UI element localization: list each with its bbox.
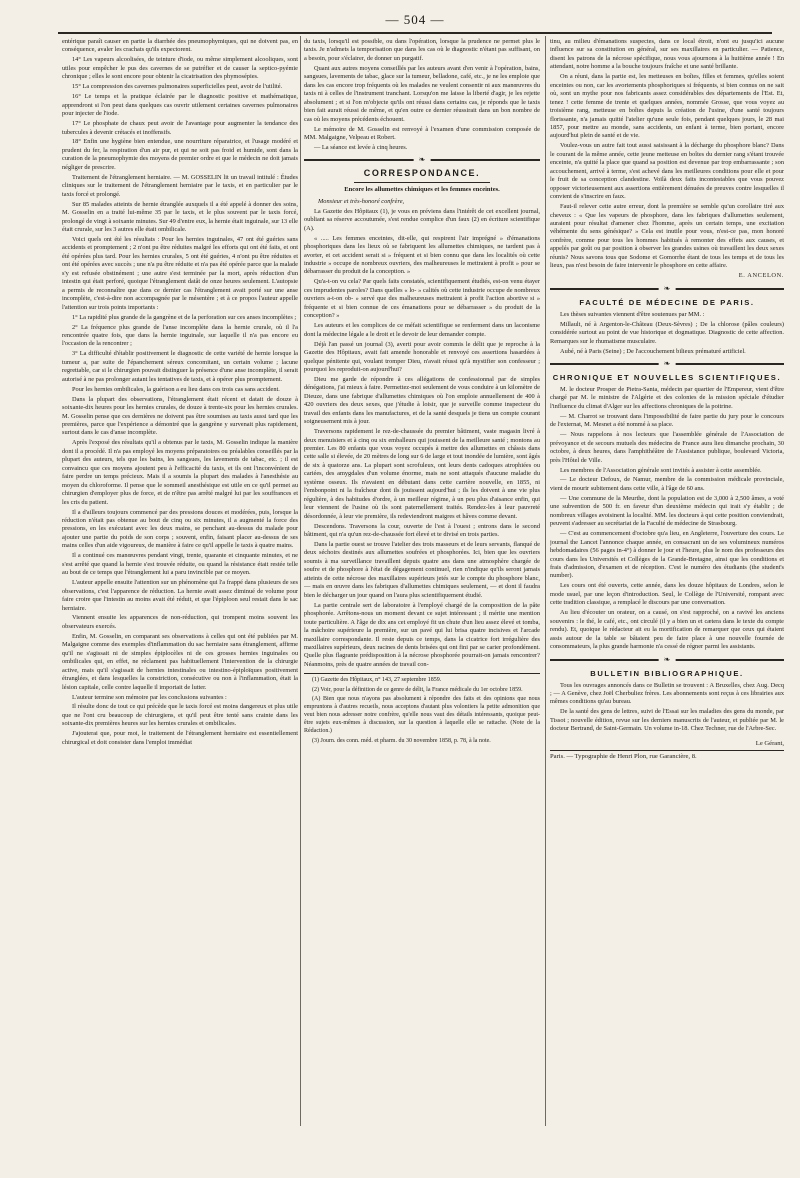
paragraph: Tous les ouvrages annoncés dans ce Bulletin se trouvent : A Bruxelles, chez Aug. Decq ; — A Genève, chez Joël Cherbuliez frères. Les abonnements sont reçus à ces librairies aux mêmes conditions qu'au bureau. (550, 681, 784, 706)
paragraph: Descendons. Traversons la cour, ouverte de l'est à l'ouest ; entrons dans le second bâtiment, qui n'a qu'un rez-de-chaussée fort élevé et te divisé en trois parties. (304, 522, 540, 539)
paragraph: (2) Voir, pour la définition de ce genre de délit, la France médicale du 1er octobre 1859. (312, 686, 523, 693)
correspondence-continued (550, 38, 784, 281)
paragraph: L'auteur appelle ensuite l'attention sur un phénomène qui l'a frappé dans plusieurs de ses observations, c'est l'apparence de réduction. La hernie avait assez diminué de volume pour faire croire que l'intestin au moins avait été réduit, et que l'épiploon seul restait dans le sac herniaire. (62, 579, 298, 612)
paragraph: Enfin, M. Gosselin, en comparant ses observations à celles qui ont été publiées par M. Malgaigne comme des exemples d'inflammation du sac herniaire sans étranglement, affirme qu'il ne s'agissait ni de simples épiplocèles ni de ces grosses hernies inguinales ou ombilicales qui, en effet, ne réclament pas habituellement l'intervention de la chirurgie active, mais qu'il s'agissait de hernies intestinales ou intestino-épiploïques positivement étranglées, et dans lesquelles la constriction, consécutive ou non à l'inflammation, était la lésion capitale, celle contre laquelle il importait de lutter. (62, 632, 298, 691)
paragraph: tinu, au milieu d'émanations suspectes, dans ce local étroit, n'ont eu jusqu'ici aucune influence sur sa constitution en général, sur ses maxillaires en particulier. — Patience, disent les patrons de la nécrose spécifique, nous vous ajournons à la huitième année ! En attendant, notre homme a la bouche toujours fraîche et une santé brillante. (550, 38, 784, 71)
section-ornament: ❧ (550, 285, 784, 293)
column-middle (304, 38, 540, 1123)
paragraph: — Le docteur Defoux, de Namur, membre de la commission médicale provinciale, vient de mourir subitement dans cette ville, à l'âge de 60 ans. (550, 476, 784, 492)
paragraph: Il a d'ailleurs toujours commencé par des pressions douces et modérées, puis, lorsque la réduction n'était pas obtenue au bout de cinq ou six minutes, il a augmenté la force des pressions, en les exécutant avec les deux mains, se penchant au-dessus du malade pour ajouter une partie du poids de son corps ; souvent, enfin, faisant placer au-dessus de ses mains celles d'un aide vigoureux, de manière à faire ce qu'il appelle le taxis à quatre mains. (62, 508, 298, 550)
paragraph: Voulez-vous un autre fait tout aussi saisissant à la décharge du phosphore blanc? Dans le courant de la même année, cette jeune metteuse en boîtes du dernier rang s'étant trouvée enceinte, n'a quitté la place que quand sa position est devenue par trop embarrassante ; son accouchement, arrivé à terme, s'est achevé dans les meilleures conditions pour elle et pour le fruit de sa conception clandestine. Voilà deux faits incontestables que vous pouvez opposer victorieusement aux assertions entièrement dénuées de preuves contre lesquelles il convient de s'inscrire en faux. (550, 142, 784, 201)
paragraph: (1) Gazette des Hôpitaux, n° 143, 27 septembre 1859. (312, 677, 442, 684)
paragraph: — La séance est levée à cinq heures. (314, 143, 408, 151)
paragraph: M. le docteur Prosper de Pietra-Santa, médecin par quartier de l'Empereur, vient d'être chargé par M. le ministre de l'Algérie et des colonies de la mission spéciale d'étudier l'influence du climat d'Alger sur les affections chroniques de la poitrine. (550, 385, 784, 410)
section-ornament: ❧ (304, 156, 540, 164)
paragraph: Traversons rapidement le rez-de-chaussée du premier bâtiment, vaste magasin livré à deux menuisiers et à cinq ou six emballeurs qui jouissent de la meilleure santé ; montons au premier. Les 80 enfants que vous voyez occupés à mettre des allumettes en châssis dans cette salle si élevée, de 20 mètres de long sur 6 de large et tout inondée de lumière, sont âgés de six à quatorze ans. La plupart sont scrofuleux, ont leurs dents cadoques atrophiées ou cariées, des amygdales d'un volume énorme, mais ne sont attaqués d'aucune maladie du système osseux. Ils n'avaient en débutant dans cette carrière nouvelle, en 1855, ni l'embonpoint ni la fraîcheur dont ils jouissent aujourd'hui ; ils les doivent à une vie plus régulière, à des habitudes d'ordre, à un meilleur régime, à un peu plus d'aisance enfin, qui leur viennent de l'usine où ils sont paternellement traités. Rendez-les à leur pauvreté désordonnée, à leur vie première, ils redeviendront maigres et hâves comme devant. (304, 428, 540, 520)
paragraph: 3° La difficulté d'établir positivement le diagnostic de cette variété de hernie lorsque la tumeur a, par suite de l'épanchement séreux concomitant, un certain volume ; lacune regrettable, car si le chirurgien pouvait distinguer la présence d'une anse incomplète, il serait autorisé à ne pas prolonger autant les tentatives de taxis, et à opérer plus promptement. (62, 350, 298, 383)
correspondence-title: CORRESPONDANCE. (363, 168, 481, 179)
paragraph: Les membres de l'Association générale sont invités à assister à cette assemblée. (560, 466, 762, 474)
footnotes (304, 673, 540, 745)
paragraph: Dieu me garde de répondre à ces allégations de confessionnal par de simples dénégations, j'ai mieux à faire. Permettez-moi seulement de vous conduire à un kilomètre de Dieuze, dans une fabrique d'allumettes chimiques où l'on emploie annuellement de 400 à 420 ouvriers des deux sexes, que j'étudie à loisir, que je surveille comme inspecteur du travail des enfants dans les manufactures, et de la santé desquels je tiens un compte courant soigneusement mis à jour. (304, 375, 540, 426)
footer-rule (550, 750, 784, 751)
paragraph: 1° La rapidité plus grande de la gangrène et de la perforation sur ces anses incomplètes ; (72, 313, 297, 321)
paragraph: 15° La compression des cavernes pulmonaires superficielles peut, avoir de l'utilité. (72, 83, 283, 91)
faculty-title: FACULTÉ DE MÉDECINE DE PARIS. (579, 297, 755, 307)
paragraph: Faut-il relever cette autre erreur, dont la première se semble qu'un corollaire tiré aux cheveux : « Que les vapeurs de phosphore, dans les fabriques d'allumettes seulement, auraient pour résultat d'amener chez l'homme, après un certain temps, une excitation véhémente du sens génésique? » Cela est inutile pour vous, n'est-ce pas, mon honoré confrère, comme pour tous les hommes habitués à remonter des effets aux causes, et appelés par goût ou par position à observer les grandes usines où travaillent les deux sexes réunis? Nous savons tous que Sodome et Gomorrhe étant de tous les temps et de tous les lieux, pas n'est besoin de faire intervenir le phosphore en cette affaire. (550, 203, 784, 270)
paragraph: La partie centrale sert de laboratoire à l'employé chargé de la composition de la pâte phosphorée. Arrêtons-nous un moment devant ce sujet intéressant ; il mérite une mention toute particulière. A l'âge de dix ans cet employé fit un chute d'un lieu assez élevé et tomba, la mâchoire supérieure la première, sur un pavé qui lui brisa quatre incisives et l'arcade maxillaire correspondante. Il reste depuis ce temps, dans la cicatrice fort irrégulière des maxillaires supérieurs, deux racines de dents brisées qui ont fini par se carier profondément. Quelle plus flagrante prédisposition à la nécrose phosphorée pourrait-on jamais rencontrer? Néanmoins, près de quatre années de travail con- (304, 601, 540, 668)
paragraph: Dans la plupart des observations, l'étranglement était récent et datait de douze à soixante-dix heures pour les hernies crurales, de douze à trente-six pour les hernies crurales. M. Gosselin pense que ces dernières ne doivent pas être soumises au taxis aussi tard que les premières, parce que l'expérience a démontré que la gangrène y survenait plus rapidement, surtout dans le cas d'anse incomplète. (62, 395, 298, 437)
paragraph: Quant aux autres moyens conseillés par les auteurs avant d'en venir à l'opération, bains, sangsues, lavements de tabac, glace sur la tumeur, belladone, café, etc., je ne les emploie que dans les cas encore trop fréquents où les malades ne veulent consentir ni aux manœuvres du taxis ni à celles de l'instrument tranchant. Lorsqu'on me laisse la liberté d'agir, je les rejette absolument ; et si l'on m'objecte qu'ils ont réussi dans certains cas, je réponds que le taxis bien fait aurait réussi de même, et qu'en outre ce dernier réussirait dans un bon nombre de cas où les moyens précédents échouent. (304, 64, 540, 123)
paragraph: Aubé, né à Paris (Seine) ; De l'accouchement bilieux prématuré artificiel. (560, 347, 746, 355)
paragraph: Après l'exposé des résultats qu'il a obtenus par le taxis, M. Gosselin indique la manière dont il a procédé. Il n'a pas employé les moyens préparatoires ou préalables conseillés par la plupart des auteurs, tels que les bains, les sangsues, les lavements de tabac, etc. ; il est convaincu que ces moyens ajoutent peu à l'efficacité du taxis, et ils ont l'inconvénient de faire perdre un temps précieux. Mais il a soumis la plupart des malades à l'anesthésie au moyen du chloroforme. Il pense que le sommeil anesthésique est utile en ce qu'il permet au chirurgien d'employer plus de force, et de n'être pas arrêté malgré lui par les souffrances et les cris du patient. (62, 439, 298, 506)
paragraph: Viennent ensuite les apparences de non-réduction, qui trompent moins souvent les observateurs exercés. (62, 614, 298, 630)
section-ornament: ❧ (550, 656, 784, 664)
paragraph: On a réuni, dans la partie est, les metteuses en boîtes, filles et femmes, qu'elles soient enceintes ou non, car les avortements phosphoriques si fréquents, si bien connus on ne sait où, sont un mythe pour nos fabricants assez considérables des départements de l'Est. Et, tenez ! cette femme de trente et quelques années, nommée Grosse, que vous voyez au troisième rang, metteuse en boîtes depuis la création de l'usine, d'une santé toujours florissante, n'a jamais quitté l'atelier qu'une seule fois, pendant quelques jours, le 28 mai 1857, pour mettre au monde, sans accidents, un enfant à terme, bien portant, encore aujourd'hui plein de santé et de vie. (550, 73, 784, 140)
bulletin-body (550, 682, 784, 734)
paragraph: 16° Le temps et la pratique éclairée par le diagnostic positive et mathématique, apprendront si l'on peut dans quelques cas ouvrir utilement certaines cavernes pulmonaires pour injecter de l'iode. (62, 93, 298, 118)
paragraph: Qu'a-t-on vu cela? Par quels faits constatés, scientifiquement étudiés, est-on venu étayer ces imprudentes paroles? Dans quelles « lo- » calités où cette industrie occupe de nombreux ouvriers a-t-on ob- » servé que des malheureuses mettraient à profit l'action abortive si » fréquente et si bien connue de ces émanations pour se débarrasser » du produit de la conception? » (304, 278, 540, 320)
section-ornament: ❧ (550, 360, 784, 368)
paragraph: Au lieu d'écouter un orateur, on a causé, on s'est rapproché, on a ravivé les anciens souvenirs : le thé, le café, etc., ont circulé (il y a bien un et cætera dans le texte du compte rendu). Et, quoique le rédacteur ait eu la mortification de remarquer que ceux qui étaient assis autour de la table se bâtaient peu de faire place à une nouvelle fournée de consommateurs, la plus grande harmonie n'a cessé de régner parmi les assistants. (550, 609, 784, 651)
column-divider (545, 36, 546, 1126)
column-left (62, 38, 298, 1130)
column-divider (300, 36, 301, 1126)
paragraph: 17° Le phosphate de chaux peut avoir de l'avantage pour augmenter la tendance des tubercules à devenir crétacés et inoffensifs. (62, 120, 298, 136)
paragraph: Il résulte donc de tout ce qui précède que le taxis forcé est moins dangereux et plus utile que ne l'ont cru beaucoup de chirurgiens, et qu'il peut être tenté sans crainte dans les soixante-dix premières heures sur les hernies crurales et ombilicales. (62, 703, 298, 728)
paragraph: Déjà l'an passé un journal (3), averti pour avoir commis le délit que je reproche à la Gazette des Hôpitaux, avait fait amende honorable et renvoyé ces assertions hasardées à quelque pénitente qui, voulant tromper Dieu, n'avait réussi qu'à mystifier son confesseur ; pourquoi les reproduit-on aujourd'hui? (304, 340, 540, 373)
paragraph: — C'est au commencement d'octobre qu'a lieu, en Angleterre, l'ouverture des cours. Le journal the Lancet l'annonce chaque année, en consacrant un de ses volumineux numéros hebdomadaires (56 pages in-4°) à donner le jour et l'heure, plus le nom des professeurs des cours dans les Universités et Collèges de la Grande-Bretagne, ainsi que les conditions et frais d'admission, d'examen et de réception. C'est le numéro des étudiants (the student's number). (550, 530, 784, 580)
correspondence-body (304, 208, 540, 670)
gerant-label: Le Gérant, (755, 739, 784, 747)
paragraph: 2° La fréquence plus grande de l'anse incomplète dans la hernie crurale, où il l'a rencontrée quatre fois, que dans la hernie inguinale, sur laquelle il n'a pas encore eu l'occasion de la rencontrer ; (62, 323, 298, 348)
paragraph: — M. Charrot se trouvant dans l'impossibilité de faire partie du jury pour le concours de l'externat, M. Mesnet a été nommé à sa place. (550, 412, 784, 429)
chronique-body (550, 386, 784, 652)
paragraph: E. ANCELON. (738, 272, 784, 280)
paragraph: 14° Les vapeurs alcoolisées, de teinture d'iode, ou même simplement alcooliques, sont utiles pour empêcher le pus des cavernes de se putréfier et de causer la septico-pyémie chronique ; elles le sont encore pour obtenir la cicatrisation des phymosépies. (62, 56, 298, 81)
paragraph: Le mémoire de M. Gosselin est renvoyé à l'examen d'une commission composée de MM. Malgaigne, Velpeau et Robert. (304, 125, 540, 141)
paragraph: L'auteur termine son mémoire par les conclusions suivantes : (72, 693, 227, 701)
paragraph: Dans la partie ouest se trouve l'atelier des trois masseurs et de leurs servants, flanqué de deux séchoirs destinés aux allumettes soufrées et phosphorées. Ici, bien que les ouvriers soumis à ma surveillance travaillent depuis quatre ans dans une atmosphère chargée de soufre et de phosphore à l'état de dégagement continuel, rien n'indique qu'ils seront jamais atteints de cette nécrose des maxillaires supérieurs jetés sur le compte du phosphore blanc, — mais en œuvre dans les fabriques d'allumettes chimiques seulement, — et dont il faudra bien le décharger un jour quand on l'aura plus scientifiquement étudié. (304, 541, 540, 599)
printer-line: Paris. — Typographie de Henri Plon, rue Garancière, 8. (550, 753, 697, 761)
paragraph: Voici quels ont été les résultats : Pour les hernies inguinales, 47 ont été guéries sans accidents et promptement ; 2 n'ont pu être réduites malgré les efforts qui ont été faits, et ont été opérées plus tard. Pour les hernies crurales, 5 ont été guéries, 4 n'ont pu être réduites et ont été opérées avec succès ; une n'a pu être réduite et n'a pas été opérée parce que la malade s'y est refusée obstinément ; une autre s'est terminée par la mort, après réduction d'un intestin qui était perforé, quoique l'étranglement datât de onze heures seulement. L'autopsie a permis de reconnaître que dans ce dernier cas l'étranglement avait porté sur une anse incomplète, c'est-à-dire non accompagnée par le mésentère ; et à ce propos l'auteur appelle l'attention sur trois points importants : (62, 235, 298, 311)
paragraph: entérique paraît causer en partie la diarrhée des pneumophymiques, qui ne doivent pas, en conséquence, avaler les crachats qu'ils expectorent. (62, 38, 298, 54)
salutation: Monsieur et très-honoré confrère, (318, 197, 405, 205)
header-rule (58, 32, 772, 34)
paragraph: (A) Bien que nous n'ayons pas absolument à répondre des faits et des opinions que nous empruntons à d'autres recueils, nous acceptons d'autant plus volontiers la petite admonition que veut bien nous adresser notre confrère, qu'elle nous vaut des détails intéressants, quoique peut-être sujets eux-mêmes à discussion, sur la question à laquelle elle se rattache. (Note de la Rédaction.) (304, 696, 540, 735)
correspondence-subtitle: Encore les allumettes chimiques et les femmes enceintes. (344, 186, 500, 194)
paragraph: (3) Journ. des conn. méd. et pharm. du 30 novembre 1858, p. 78, à la note. (312, 737, 491, 744)
paragraph: « ..... Les femmes enceintes, dit-elle, qui respirent l'air imprégné » d'émanations phosphoriques dans les lieux où se fabriquent les allumettes chimiques, ne tardent pas à avorter, et cet accident serait si » fréquent et si bien connu que dans les localités où cette industrie » occupe de nombreux ouvriers, des malheureuses le mettraient à profit » pour se débarrasser du produit de la conception. » (304, 234, 540, 276)
bulletin-title: BULLETIN BIBLIOGRAPHIQUE. (590, 668, 744, 678)
paragraph: Les cours ont été ouverts, cette année, dans les douze hôpitaux de Londres, selon le mode usuel, par une leçon d'introduction. Seul, le Collège de l'Université, rompant avec cette tradition classique, a remplacé le discours par une conversation. (550, 582, 784, 607)
paragraph: du taxis, lorsqu'il est possible, ou dans l'opération, lorsque la prudence ne permet plus le taxis. Je n'admets la temporisation que dans les cas où le diagnostic n'étant pas suffisant, on a besoin, pour s'éclairer, de donner un purgatif. (304, 38, 540, 62)
page-number: — 504 — (385, 12, 445, 27)
paragraph: Les thèses suivantes viennent d'être soutenues par MM. : (560, 310, 705, 318)
paragraph: — Une commune de la Meurthe, dont la population est de 3,000 à 2,500 âmes, a voté une subvention de 500 fr. en faveur d'un deuxième médecin qui irait s'y établir ; de nombreux villages avoisinent la localité. MM. les docteurs à qui cette position conviendrait, peuvent s'adresser au secrétariat de la Faculté de médecine de Strasbourg. (550, 494, 784, 528)
paragraph: Il a continué ces manœuvres pendant vingt, trente, quarante et cinquante minutes, et ne s'est arrêté que quand la hernie s'est trouvée réduite, ou quand la résistance était restée telle au bout de ce temps que l'étranglement lui a paru invincible par ce moyen. (62, 552, 298, 577)
paragraph: — Nous rappelons à nos lecteurs que l'assemblée générale de l'Association de prévoyance et de secours mutuels des médecins de France aura lieu dimanche prochain, 30 octobre, à deux heures, dans l'amphithéâtre de l'Assistance publique, boulevard Victoria, près l'Hôtel de Ville. (550, 431, 784, 464)
page-header (58, 8, 772, 32)
paragraph: Pour les hernies ombilicales, la guérison a eu lieu dans ces trois cas sans accident. (72, 385, 280, 393)
title-rule (354, 182, 490, 183)
paragraph: La Gazette des Hôpitaux (1), je vous en préviens dans l'intérêt de cet excellent journal, oubliant sa réserve accoutumée, s'est rendue complice d'un faux (2) en écriture scientifique (A). (304, 207, 540, 232)
paragraph: J'ajouterai que, pour moi, le traitement de l'étranglement herniaire est essentiellement chirurgical et doit consister dans l'emploi immédiat (62, 730, 298, 746)
paragraph: De la santé des gens de lettres, suivi de l'Essai sur les maladies des gens du monde, par Tissot ; nouvelle édition, revue sur les derniers manuscrits de l'auteur, et publiée par M. le docteur Bertrand, de Saint-Germain. Un volume in-18. Chez Techner, rue de l'Arbre-Sec. (550, 708, 784, 733)
paragraph: 18° Enfin une hygiène bien entendue, une nourriture réparatrice, et l'usage modéré et prudent du fer, la respiration d'un air pur, et qui ne soit pas froid et humide, sont dans la curation de la pneumophymie des moyens de premier ordre et que le médecin ne doit jamais négliger de prescrire. (62, 138, 298, 171)
faculty-body (550, 311, 784, 356)
academy-report-end (304, 38, 540, 152)
paragraph: Traitement de l'étranglement herniaire. — M. GOSSELIN lit un travail intitulé : Études cliniques sur le traitement de l'étranglement herniaire par le taxis, et en particulier par le taxis forcé et prolongé. (62, 173, 298, 198)
paragraph: Sur 85 malades atteints de hernie étranglée auxquels il a été appelé à donner des soins, M. Gosselin en a traité lui-même 35 par le taxis, et le plus souvent par le taxis forcé, prolongé de vingt à soixante minutes. Sur 49 d'entre eux, la hernie était inguinale, sur 13 elle était crurale, sur les 3 autres elle était ombilicale. (62, 200, 298, 234)
chronique-title: CHRONIQUE ET NOUVELLES SCIENTIFIQUES. (552, 372, 782, 382)
paragraph: Millault, né à Argenton-le-Château (Deux-Sèvres) ; De la chlorose (pâles couleurs) considérée surtout au point de vue historique et dogmatique. Diagnostic de cette affection. Remarques sur le rhumatisme musculaire. (550, 320, 784, 345)
column-right (550, 38, 784, 1158)
paragraph: Les auteurs et les complices de ce méfait scientifique se renferment dans un laconisme dont la médecine légale a le droit et le devoir de leur demander compte. (304, 322, 540, 338)
